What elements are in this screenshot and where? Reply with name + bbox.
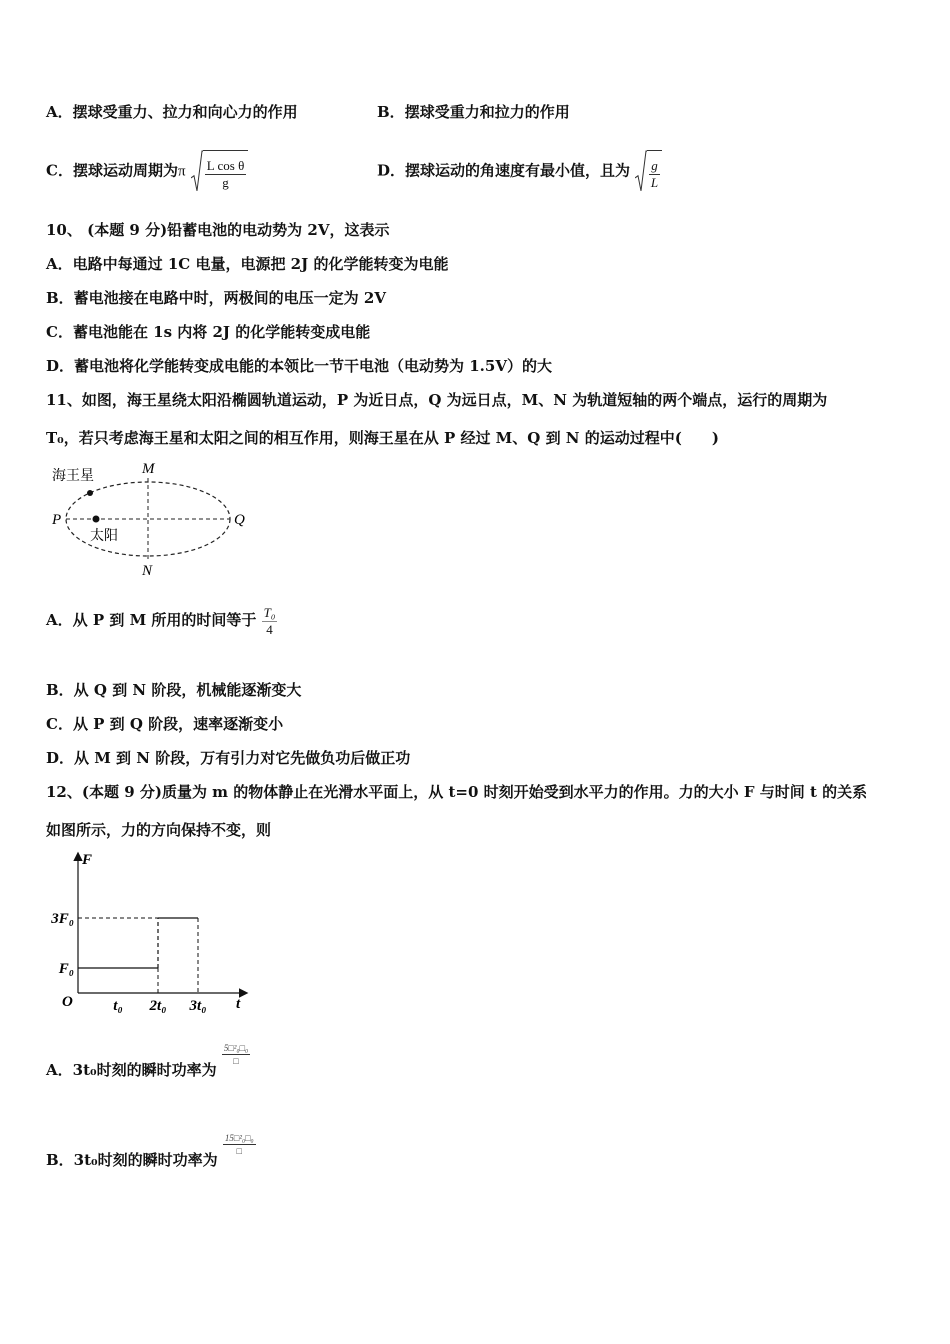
q10-option-c[interactable]: C．蓄电池能在 1s 内将 2J 的化学能转变成电能 bbox=[46, 323, 371, 341]
q12-option-b-fraction bbox=[223, 1132, 256, 1157]
pi-symbol: π bbox=[177, 163, 186, 180]
planet-label: 海王星 bbox=[52, 468, 94, 484]
q9-option-b-text: 摆球受重力和拉力的作用 bbox=[404, 103, 570, 121]
q9-option-c-fraction bbox=[205, 158, 247, 191]
q10-option-a[interactable]: A．电路中每通过 1C 电量，电源把 2J 的化学能转变为电能 bbox=[46, 255, 449, 273]
q12-option-a-fraction bbox=[222, 1042, 250, 1067]
q9-option-d[interactable] bbox=[377, 150, 662, 190]
radical-icon bbox=[191, 150, 203, 193]
origin-label: O bbox=[62, 994, 73, 1010]
planet-dot bbox=[87, 490, 93, 496]
fraction-numerator: 5□²₀□₀ bbox=[223, 1043, 249, 1053]
fraction-numerator: g bbox=[651, 157, 658, 173]
q10-option-b[interactable]: B．蓄电池接在电路中时，两极间的电压一定为 2V bbox=[46, 289, 386, 307]
q9-option-b[interactable] bbox=[377, 102, 570, 122]
x-tick-label: 2t₀ bbox=[149, 998, 167, 1014]
q12-option-b-text: B．3t₀时刻的瞬时功率为 bbox=[46, 1151, 218, 1169]
point-p-label: P bbox=[52, 512, 62, 528]
q12-option-a-text: A．3t₀时刻的瞬时功率为 bbox=[46, 1061, 217, 1079]
x-tick-label: 3t₀ bbox=[189, 998, 207, 1014]
y-tick-label: F₀ bbox=[58, 961, 74, 977]
q12-stem-line1: 12、(本题 9 分)质量为 m 的物体静止在光滑水平面上，从 t=0 时刻开始受到水平力的作用。力的大小 F 与时间 t 的关系 bbox=[46, 783, 868, 801]
q11-option-a-fraction bbox=[262, 605, 278, 638]
orbit-diagram bbox=[46, 458, 266, 583]
x-axis-label: t bbox=[236, 996, 241, 1012]
q10-stem: 10、 (本题 9 分)铅蓄电池的电动势为 2V，这表示 bbox=[46, 221, 390, 239]
fraction-numerator: 15□²₀□₀ bbox=[224, 1133, 254, 1143]
q10-option-d[interactable]: D．蓄电池将化学能转变成电能的本领比一节干电池（电动势为 1.5V）的大 bbox=[46, 357, 552, 375]
q9-option-d-sqrt bbox=[635, 150, 662, 193]
q9-option-d-fraction bbox=[649, 158, 660, 191]
point-q-label: Q bbox=[234, 512, 245, 528]
x-tick-label: t₀ bbox=[113, 998, 123, 1014]
q9-option-a-text: 摆球受重力、拉力和向心力的作用 bbox=[72, 103, 298, 121]
q11-option-c[interactable]: C．从 P 到 Q 阶段，速率逐渐变小 bbox=[46, 715, 284, 733]
q9-option-d-text: 摆球运动的角速度有最小值，且为 bbox=[405, 161, 631, 180]
q9-option-d-letter: D． bbox=[377, 161, 406, 180]
fraction-numerator: T₀ bbox=[263, 604, 276, 620]
fraction-denominator: L bbox=[650, 174, 659, 190]
radical-icon bbox=[635, 150, 647, 193]
fraction-denominator: g bbox=[222, 174, 229, 190]
q11-option-d[interactable]: D．从 M 到 N 阶段，万有引力对它先做负功后做正功 bbox=[46, 749, 411, 767]
y-axis-label: F bbox=[82, 852, 93, 868]
q9-option-c-letter: C． bbox=[46, 161, 73, 180]
q11-stem-line2: T₀，若只考虑海王星和太阳之间的相互作用，则海王星在从 P 经过 M、Q 到 N 的运动过程中( ) bbox=[46, 429, 719, 447]
point-n-label: N bbox=[142, 563, 153, 579]
q12-stem-line2: 如图所示，力的方向保持不变，则 bbox=[46, 821, 272, 839]
q9-option-b-letter: B． bbox=[377, 103, 405, 121]
fraction-denominator: □ bbox=[233, 1056, 239, 1066]
force-time-chart bbox=[46, 848, 256, 1020]
q12-option-a[interactable] bbox=[46, 1042, 250, 1086]
q9-option-a-letter: A． bbox=[46, 103, 73, 121]
chart-marks bbox=[50, 911, 206, 1014]
q11-option-a[interactable] bbox=[46, 598, 277, 642]
q11-option-b[interactable]: B．从 Q 到 N 阶段，机械能逐渐变大 bbox=[46, 681, 302, 699]
q9-option-a[interactable] bbox=[46, 102, 298, 122]
q9-option-c-sqrt bbox=[191, 150, 249, 193]
q9-option-c[interactable] bbox=[46, 150, 248, 190]
q11-stem-line1: 11、如图，海王星绕太阳沿椭圆轨道运动，P 为近日点，Q 为远日点，M、N 为轨道短轴的两个端点，运行的周期为 bbox=[46, 391, 828, 409]
q11-option-a-text: A．从 P 到 M 所用的时间等于 bbox=[46, 611, 257, 629]
fraction-denominator: □ bbox=[236, 1146, 242, 1156]
fraction-denominator: 4 bbox=[266, 621, 273, 637]
point-m-label: M bbox=[142, 461, 155, 477]
fraction-numerator: L cos θ bbox=[206, 157, 245, 173]
y-tick-label: 3F₀ bbox=[51, 911, 74, 927]
q12-option-b[interactable] bbox=[46, 1132, 256, 1176]
q9-option-c-text: 摆球运动周期为 bbox=[72, 161, 178, 180]
sun-dot bbox=[93, 516, 100, 523]
sun-label: 太阳 bbox=[90, 528, 118, 544]
